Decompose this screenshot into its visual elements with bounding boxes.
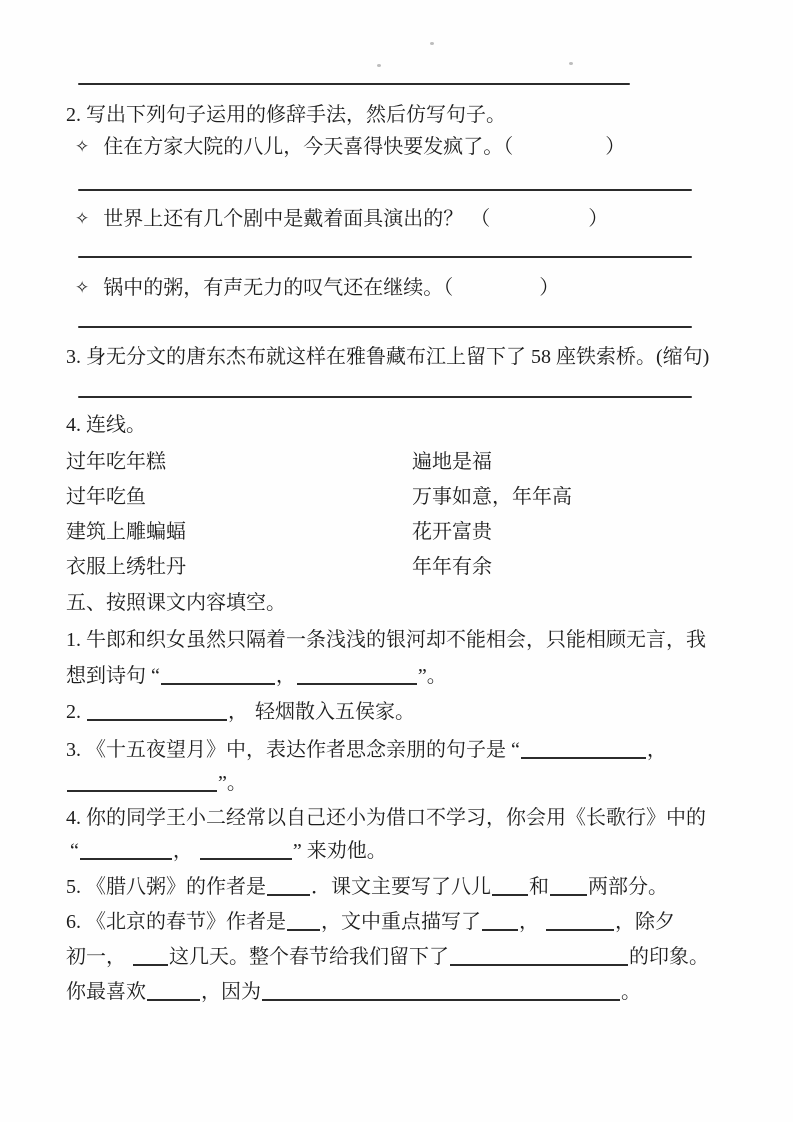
fill-q3-line1 [66,735,667,765]
fill-q5-line [66,872,668,902]
text-segment: 初一， [66,946,126,968]
text-segment: ， [172,840,193,862]
text-segment: ”。 [417,665,447,687]
match-row [66,482,706,512]
fill-q4-line2 [70,836,387,866]
answer-rule [78,256,692,258]
answer-blank [492,876,528,896]
sentence-text: 锅中的粥，有声无力的叹气还在继续。 [103,277,444,299]
text-segment: ” 来劝他。 [292,840,387,862]
text-segment: ， [228,701,248,723]
fill-q6-line1 [66,907,675,937]
paren-open: （ [503,136,514,158]
text-segment: 2. [66,701,86,723]
text-segment: 你最喜欢 [66,981,146,1003]
match-left-item: 过年吃鱼 [66,486,146,508]
text-segment: ，除夕 [615,911,675,933]
text-segment: ”。 [218,772,247,794]
rhetoric-sentence-1 [75,132,625,163]
answer-blank [80,840,172,860]
fill-q4-line1: 4. 你的同学王小二经常以自己还小为借口不学习，你会用《长歌行》中的 [66,807,706,829]
text-segment: ．课文主要写了八儿 [311,876,491,898]
text-segment: ，文中重点描写了 [321,911,481,933]
match-left-item: 建筑上雕蝙蝠 [66,521,186,543]
text-segment: 两部分。 [588,876,668,898]
paren-close: ） [588,208,609,230]
text-segment: ， [275,665,296,687]
fill-q6-line3 [66,977,641,1007]
sentence-text: 世界上还有几个剧中是戴着面具演出的？ [103,208,464,230]
fill-q6-line2 [66,942,709,972]
match-right-item: 年年有余 [412,556,492,578]
section-5-title: 五、按照课文内容填空。 [66,592,286,614]
match-left-item: 衣服上绣牡丹 [66,556,186,578]
answer-rule [78,396,692,398]
match-right-item: 万事如意，年年高 [412,486,572,508]
diamond-bullet-icon: ✧ [75,278,90,297]
question-3-sentence: 3. 身无分文的唐东杰布就这样在雅鲁藏布江上留下了 58 座铁索桥。(缩句) [66,346,710,368]
answer-blank [267,876,310,896]
fill-q1-line1: 1. 牛郎和织女虽然只隔着一条浅浅的银河却不能相会，只能相顾无言，我 [66,629,706,651]
rhetoric-sentence-3 [75,273,559,304]
scan-speck [377,64,381,67]
text-segment: 想到诗句 “ [66,665,160,687]
question-2-title: 2. 写出下列句子运用的修辞手法，然后仿写句子。 [66,104,506,126]
answer-blank [550,876,587,896]
match-right-item: 花开富贵 [412,521,492,543]
paren-open: （ [443,277,454,299]
text-segment: 轻烟散入五侯家。 [255,701,415,723]
diamond-bullet-icon: ✧ [75,137,90,156]
answer-blank [546,911,614,931]
fill-q1-line2 [66,661,447,691]
text-segment: 。 [621,981,641,1003]
text-segment: 的印象。 [629,946,709,968]
match-row [66,552,706,582]
answer-blank [147,981,200,1001]
text-segment: 5. 《腊八粥》的作者是 [66,876,266,898]
paren-close: ） [539,277,560,299]
answer-blank [262,981,620,1001]
rhetoric-sentence-2 [75,204,608,235]
paren-close: ） [605,136,626,158]
text-segment: 和 [529,876,549,898]
match-left-item: 过年吃年糕 [66,451,166,473]
match-right-item: 遍地是福 [412,451,492,473]
text-segment: ， [519,911,539,933]
answer-blank [133,946,168,966]
text-segment: ， [646,739,667,761]
answer-blank [200,840,292,860]
text-segment: “ [70,840,79,862]
sentence-text: 住在方家大院的八儿，今天喜得快要发疯了。 [103,136,504,158]
text-segment: 这几天。整个春节给我们留下了 [169,946,449,968]
diamond-bullet-icon: ✧ [75,209,90,228]
answer-rule [78,326,692,328]
question-4-title: 4. 连线。 [66,414,146,436]
scan-speck [569,62,573,65]
answer-rule [78,83,630,85]
fill-q2-line [66,697,415,727]
answer-blank [67,772,217,792]
answer-blank [161,665,275,685]
answer-blank [287,911,320,931]
answer-blank [87,701,227,721]
text-segment: 6. 《北京的春节》作者是 [66,911,286,933]
answer-blank [297,665,417,685]
match-row [66,447,706,477]
paren-open: （ [470,208,491,230]
text-segment: 3. 《十五夜望月》中，表达作者思念亲朋的句子是 “ [66,739,520,761]
text-segment: ，因为 [201,981,261,1003]
answer-blank [521,739,646,759]
answer-blank [482,911,518,931]
fill-q3-line2 [66,768,247,798]
answer-blank [450,946,628,966]
scan-speck [430,42,434,45]
answer-rule [78,189,692,191]
match-row [66,517,706,547]
